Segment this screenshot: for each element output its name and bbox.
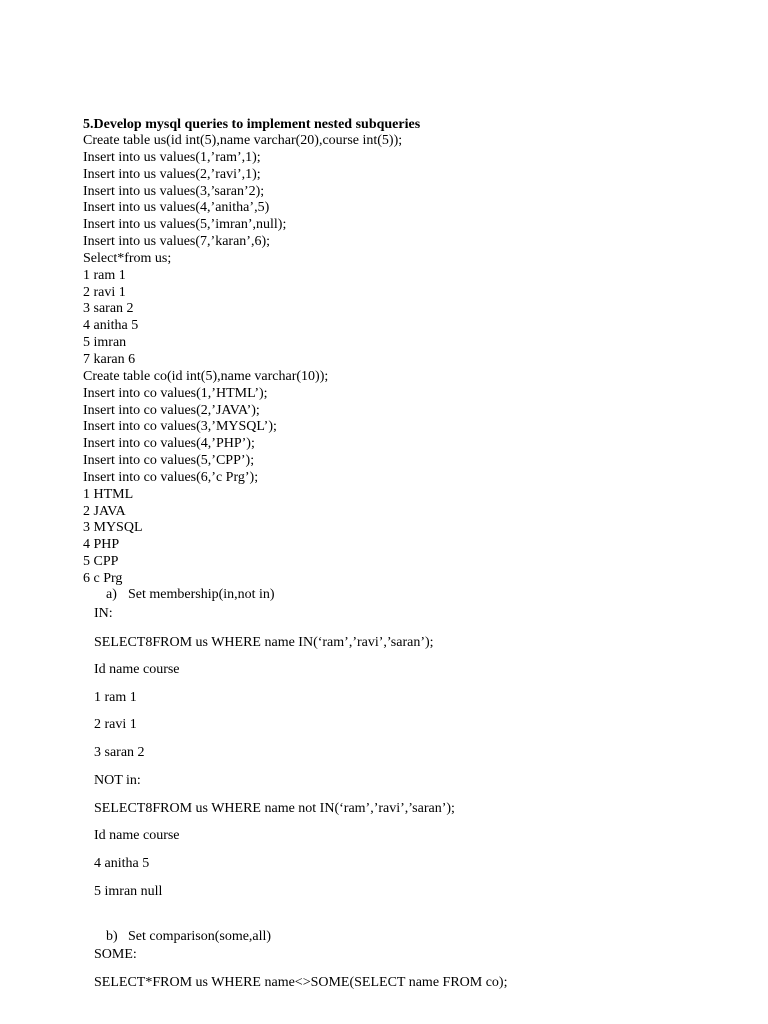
code-line: Select*from us; xyxy=(83,250,172,266)
not-in-query: SELECT8FROM us WHERE name not IN(‘ram’,’ravi’,’saran’); xyxy=(94,801,455,816)
in-label: IN: xyxy=(94,606,113,621)
result-row: 6 c Prg xyxy=(83,570,123,586)
not-in-result-header: Id name course xyxy=(94,828,180,843)
code-line: Insert into us values(7,’karan’,6); xyxy=(83,234,270,250)
code-line: Create table co(id int(5),name varchar(10)); xyxy=(83,368,329,384)
code-line: Insert into co values(5,’CPP’); xyxy=(83,453,255,469)
not-in-result-row: 4 anitha 5 xyxy=(94,856,150,871)
code-line: Insert into us values(4,’anitha’,5) xyxy=(83,200,270,216)
result-row: 3 saran 2 xyxy=(83,301,134,317)
section-b-marker: b) xyxy=(106,929,118,944)
code-line: Insert into us values(5,’imran’,null); xyxy=(83,217,287,233)
result-row: 4 PHP xyxy=(83,537,120,553)
some-query: SELECT*FROM us WHERE name<>SOME(SELECT name FROM co); xyxy=(94,975,508,990)
code-line: Insert into co values(1,’HTML’); xyxy=(83,385,268,401)
some-label: SOME: xyxy=(94,947,137,962)
result-row: 1 ram 1 xyxy=(83,267,126,283)
code-line: Insert into co values(3,’MYSQL’); xyxy=(83,419,277,435)
section-a-title xyxy=(106,586,275,603)
section-b-title-text: Set comparison(some,all) xyxy=(128,929,272,944)
result-row: 5 CPP xyxy=(83,554,119,570)
result-row: 2 ravi 1 xyxy=(83,284,126,300)
result-row: 1 HTML xyxy=(83,486,134,502)
in-result-row: 1 ram 1 xyxy=(94,690,137,705)
code-line: Insert into co values(4,’PHP’); xyxy=(83,436,255,452)
result-row: 7 karan 6 xyxy=(83,351,136,367)
result-row: 4 anitha 5 xyxy=(83,318,139,334)
not-in-label: NOT in: xyxy=(94,773,141,788)
in-query: SELECT8FROM us WHERE name IN(‘ram’,’ravi’,’saran’); xyxy=(94,635,434,650)
result-row: 5 imran xyxy=(83,335,127,351)
result-row: 2 JAVA xyxy=(83,503,126,519)
section-a-marker: a) xyxy=(106,587,117,602)
in-result-row: 2 ravi 1 xyxy=(94,717,137,732)
code-block xyxy=(83,133,402,588)
section-b-title xyxy=(106,928,271,945)
in-result-header: Id name course xyxy=(94,662,180,677)
code-line: Insert into co values(2,’JAVA’); xyxy=(83,402,260,418)
not-in-result-row: 5 imran null xyxy=(94,884,163,899)
section-a-title-text: Set membership(in,not in) xyxy=(128,587,275,602)
code-line: Insert into us values(3,’saran’2); xyxy=(83,183,265,199)
code-line: Insert into us values(1,’ram’,1); xyxy=(83,149,261,165)
result-row: 3 MYSQL xyxy=(83,520,143,536)
code-line: Create table us(id int(5),name varchar(20),course int(5)); xyxy=(83,133,403,148)
code-line: Insert into us values(2,’ravi’,1); xyxy=(83,166,261,182)
code-line: Insert into co values(6,’c Prg’); xyxy=(83,469,259,485)
in-result-row: 3 saran 2 xyxy=(94,745,145,760)
document-heading: 5.Develop mysql queries to implement nested subqueries xyxy=(83,117,421,132)
